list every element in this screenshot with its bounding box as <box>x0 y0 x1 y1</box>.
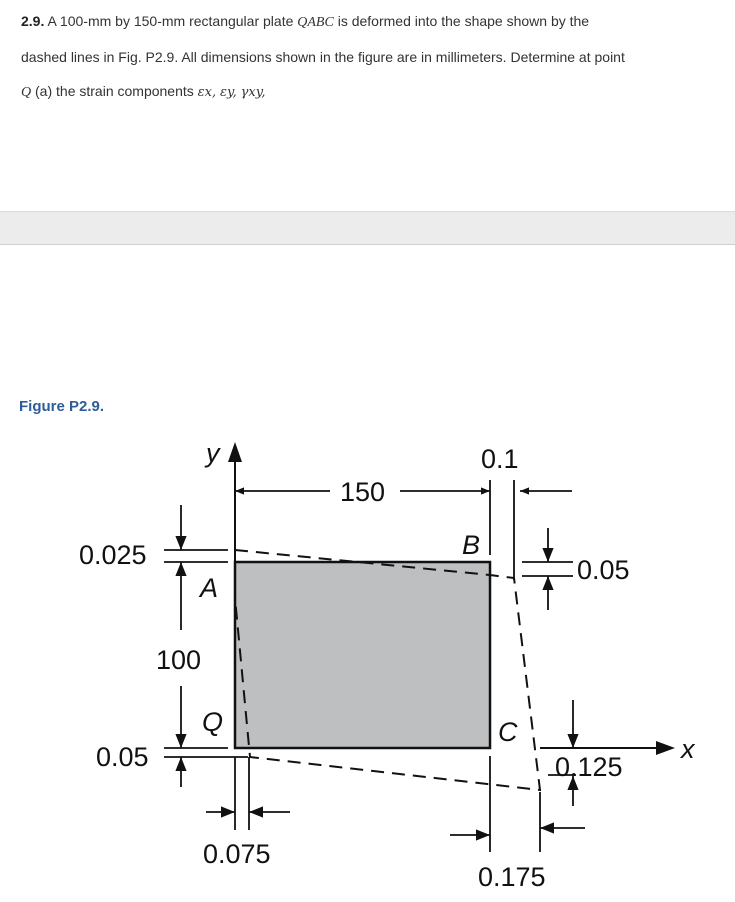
symbol-gamma-xy: γxy, <box>240 85 266 100</box>
symbol-epsilon-y: εy, <box>220 85 237 100</box>
left-bottom-label: 0.05 <box>96 742 149 772</box>
figure-caption: Figure P2.9. <box>19 398 105 415</box>
undeformed-plate <box>235 562 490 748</box>
point-q-text: Q <box>21 85 32 100</box>
dim-150-label: 150 <box>340 477 386 507</box>
dim-0-1-label: 0.1 <box>481 444 519 474</box>
right-bottom-label: 0.125 <box>555 752 623 782</box>
point-b-label: B <box>462 530 481 560</box>
y-axis-label: y <box>206 438 220 468</box>
symbol-epsilon-x: εx, <box>197 85 217 100</box>
plate-name: QABC <box>297 15 334 30</box>
x-axis-arrowhead <box>656 741 675 755</box>
bottom-left-label: 0.075 <box>203 839 271 869</box>
left-top-label: 0.025 <box>79 540 147 570</box>
problem-text-1b: is deformed into the shape shown by the <box>333 13 590 29</box>
problem-number: 2.9. <box>21 13 45 29</box>
point-q-label: Q <box>202 707 224 737</box>
x-axis-label: x <box>681 734 695 764</box>
point-a-label: A <box>200 573 219 603</box>
problem-text-1a: A 100-mm by 150-mm rectangular plate <box>44 13 298 29</box>
point-c-label: C <box>498 717 518 747</box>
bottom-right-label: 0.175 <box>478 862 546 892</box>
dim-100-label: 100 <box>156 645 202 675</box>
right-top-label: 0.05 <box>577 555 630 585</box>
problem-text-3: (a) the strain components <box>31 83 198 99</box>
y-axis-arrowhead <box>228 442 242 462</box>
problem-line-2: dashed lines in Fig. P2.9. All dimensions shown in the figure are in millimeters. Determine at point <box>21 49 625 65</box>
